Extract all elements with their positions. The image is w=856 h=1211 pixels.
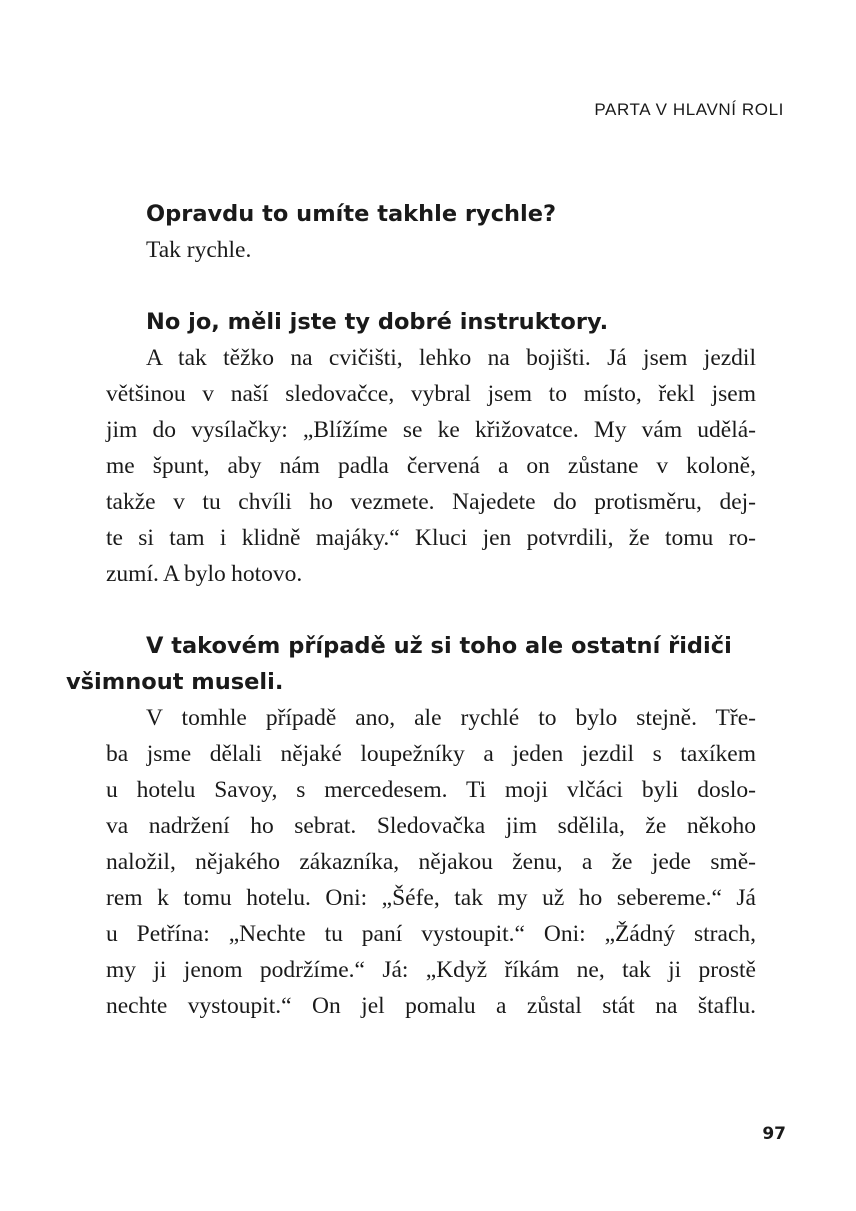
question-3 bbox=[66, 628, 756, 700]
question-line: všimnout museli. bbox=[66, 669, 284, 695]
paragraph-gap bbox=[106, 592, 756, 628]
answer-line: rem k tomu hotelu. Oni: „Šéfe, tak my už ho sebereme.“ Já bbox=[106, 885, 756, 911]
answer-line: nechte vystoupit.“ On jel pomalu a zůstal stát na štaflu. bbox=[106, 993, 756, 1019]
answer-line: A tak těžko na cvičišti, lehko na bojišti. Já jsem jezdil bbox=[146, 345, 756, 371]
answer-line: my ji jenom podržíme.“ Já: „Když říkám ne, tak ji prostě bbox=[106, 957, 756, 983]
answer-line: jim do vysílačky: „Blížíme se ke křižovatce. My vám udělá- bbox=[106, 417, 756, 443]
page-body bbox=[66, 196, 756, 1024]
question-2: No jo, měli jste ty dobré instruktory. bbox=[146, 309, 609, 335]
answer-line: u Petřína: „Nechte tu paní vystoupit.“ Oni: „Žádný strach, bbox=[106, 921, 756, 947]
answer-line: většinou v naší sledovačce, vybral jsem to místo, řekl jsem bbox=[106, 381, 756, 407]
question-line: V takovém případě už si toho ale ostatní řidiči bbox=[146, 633, 732, 659]
running-head: PARTA V HLAVNÍ ROLI bbox=[594, 100, 784, 119]
answer-line: V tomhle případě ano, ale rychlé to bylo stejně. Tře- bbox=[146, 705, 756, 731]
answer-line: u hotelu Savoy, s mercedesem. Ti moji vlčáci byli doslo- bbox=[106, 777, 756, 803]
answer-line: zumí. A bylo hotovo. bbox=[106, 561, 303, 587]
paragraph-gap bbox=[106, 268, 756, 304]
answer-line: ba jsme dělali nějaké loupežníky a jeden jezdil s taxíkem bbox=[106, 741, 756, 767]
answer-3 bbox=[106, 700, 756, 1024]
answer-line: naložil, nějakého zákazníka, nějakou ženu, a že jede smě- bbox=[106, 849, 756, 875]
answer-2 bbox=[106, 340, 756, 592]
answer-line: te si tam i klidně majáky.“ Kluci jen potvrdili, že tomu ro- bbox=[106, 525, 756, 551]
answer-line: takže v tu chvíli ho vezmete. Najedete do protisměru, dej- bbox=[106, 489, 756, 515]
answer-line: va nadržení ho sebrat. Sledovačka jim sdělila, že někoho bbox=[106, 813, 756, 839]
answer-1: Tak rychle. bbox=[146, 237, 252, 263]
question-1: Opravdu to umíte takhle rychle? bbox=[146, 201, 557, 227]
answer-line: me špunt, aby nám padla červená a on zůstane v koloně, bbox=[106, 453, 756, 479]
page-number: 97 bbox=[762, 1124, 786, 1144]
